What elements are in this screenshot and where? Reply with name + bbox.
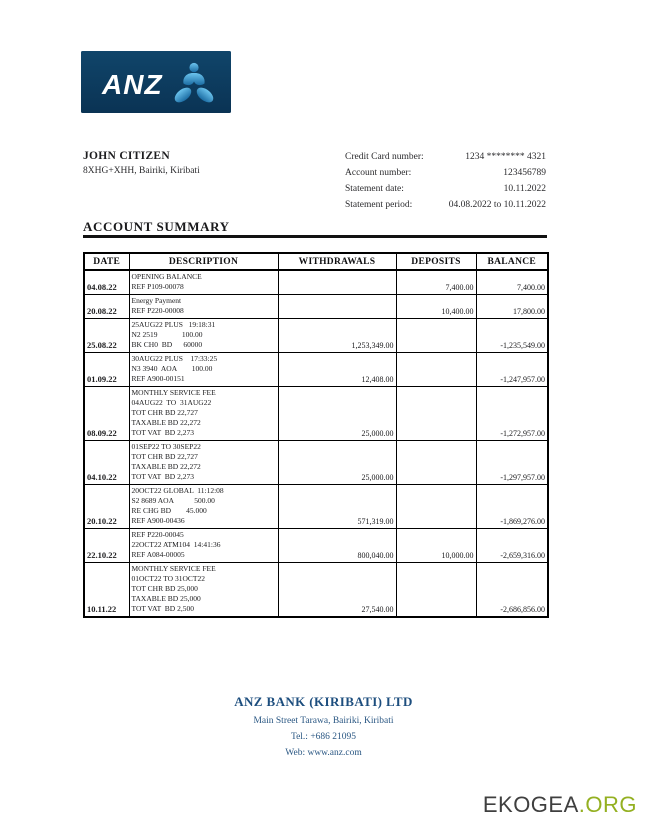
account-number-label: Account number:	[345, 168, 412, 178]
cell-deposits	[396, 353, 476, 387]
description-line: REF A084-00005	[131, 550, 185, 559]
description-line: N3 3940 AOA 100.00	[131, 364, 213, 373]
statement-date-label: Statement date:	[345, 184, 404, 194]
table-row	[84, 563, 548, 618]
header-date: DATE	[84, 253, 129, 270]
description-line: 20OCT22 GLOBAL 11:12:08	[131, 486, 224, 495]
cell-description	[129, 563, 278, 618]
statement-meta	[345, 151, 546, 215]
cell-withdrawals: 25,000.00	[278, 387, 396, 441]
description-line: OPENING BALANCE	[131, 272, 202, 281]
cell-withdrawals: 571,319.00	[278, 485, 396, 529]
description-line: 04AUG22 TO 31AUG22	[131, 398, 212, 407]
description-line: Energy Payment	[131, 296, 182, 305]
cell-date: 20.10.22	[84, 485, 129, 529]
description-line: REF P220-00045	[131, 530, 184, 539]
meta-row-statement-period	[345, 199, 546, 215]
description-line: TOT VAT BD 2,500	[131, 604, 194, 613]
description-line: TOT CHR BD 22,727	[131, 408, 198, 417]
footer-address: Main Street Tarawa, Bairiki, Kiribati	[253, 716, 394, 726]
cell-balance: -1,297,957.00	[476, 441, 548, 485]
description-line: BK CH0 BD 60000	[131, 340, 203, 349]
cell-deposits	[396, 441, 476, 485]
table-row	[84, 529, 548, 563]
footer-bank-name: ANZ BANK (KIRIBATI) LTD	[234, 694, 413, 709]
watermark-name: EKOGEA	[482, 792, 579, 817]
anz-logo	[81, 51, 231, 113]
cell-description	[129, 387, 278, 441]
cell-withdrawals: 800,040.00	[278, 529, 396, 563]
cell-description	[129, 485, 278, 529]
footer	[0, 694, 647, 758]
header-withdrawals: WITHDRAWALS	[278, 253, 396, 270]
description-line: REF P220-00008	[131, 306, 184, 315]
cell-date: 04.10.22	[84, 441, 129, 485]
description-line: MONTHLY SERVICE FEE	[131, 388, 216, 397]
cell-balance: 17,800.00	[476, 295, 548, 319]
cell-withdrawals: 1,253,349.00	[278, 319, 396, 353]
cell-description	[129, 529, 278, 563]
footer-website: Web: www.anz.com	[285, 748, 362, 758]
cell-description	[129, 441, 278, 485]
cell-balance: -2,659,316.00	[476, 529, 548, 563]
description-line: TOT VAT BD 2,273	[131, 472, 194, 481]
cell-date: 08.09.22	[84, 387, 129, 441]
description-line: TOT VAT BD 2,273	[131, 428, 194, 437]
cell-date: 04.08.22	[84, 270, 129, 295]
table-row	[84, 441, 548, 485]
table-row	[84, 319, 548, 353]
meta-row-credit-card	[345, 151, 546, 167]
cell-deposits	[396, 319, 476, 353]
description-line: MONTHLY SERVICE FEE	[131, 564, 216, 573]
account-number-value: 123456789	[503, 168, 546, 178]
watermark	[483, 792, 637, 818]
section-title-rule	[83, 235, 547, 238]
cell-balance: 7,400.00	[476, 270, 548, 295]
cell-balance: -1,869,276.00	[476, 485, 548, 529]
table-header-row	[84, 253, 548, 270]
footer-telephone: Tel.: +686 21095	[290, 732, 357, 742]
customer-name: JOHN CITIZEN	[83, 150, 170, 162]
table-row	[84, 295, 548, 319]
cell-deposits: 10,400.00	[396, 295, 476, 319]
cell-description	[129, 270, 278, 295]
cell-balance: -1,235,549.00	[476, 319, 548, 353]
description-line: 01SEP22 TO 30SEP22	[131, 442, 201, 451]
statement-date-value: 10.11.2022	[503, 184, 546, 194]
header-description: DESCRIPTION	[129, 253, 278, 270]
description-line: 22OCT22 ATM104 14:41:36	[131, 540, 221, 549]
description-line: REF P109-00078	[131, 282, 184, 291]
cell-date: 25.08.22	[84, 319, 129, 353]
cell-withdrawals	[278, 295, 396, 319]
header-deposits: DEPOSITS	[396, 253, 476, 270]
cell-description	[129, 353, 278, 387]
header-balance: BALANCE	[476, 253, 548, 270]
description-line: TOT CHR BD 22,727	[131, 452, 198, 461]
cell-deposits	[396, 485, 476, 529]
cell-date: 01.09.22	[84, 353, 129, 387]
description-line: 25AUG22 PLUS 19:18:31	[131, 320, 216, 329]
cell-description	[129, 295, 278, 319]
cell-date: 20.08.22	[84, 295, 129, 319]
cell-deposits	[396, 563, 476, 618]
anz-logo-graphic	[81, 51, 231, 113]
credit-card-value: 1234 ******** 4321	[465, 152, 546, 162]
table-row	[84, 387, 548, 441]
section-title: ACCOUNT SUMMARY	[83, 219, 230, 234]
cell-withdrawals: 12,408.00	[278, 353, 396, 387]
credit-card-label: Credit Card number:	[345, 152, 424, 162]
cell-deposits: 10,000.00	[396, 529, 476, 563]
description-line: TOT CHR BD 25,000	[131, 584, 198, 593]
description-line: S2 8689 AOA 500.00	[131, 496, 215, 505]
meta-row-statement-date	[345, 183, 546, 199]
cell-withdrawals: 25,000.00	[278, 441, 396, 485]
cell-withdrawals: 27,540.00	[278, 563, 396, 618]
cell-deposits: 7,400.00	[396, 270, 476, 295]
account-summary-table	[83, 252, 549, 618]
cell-deposits	[396, 387, 476, 441]
description-line: REF A900-00436	[131, 516, 185, 525]
cell-description	[129, 319, 278, 353]
cell-balance: -1,247,957.00	[476, 353, 548, 387]
cell-withdrawals	[278, 270, 396, 295]
watermark-tld: .ORG	[578, 792, 637, 817]
description-line: TAXABLE BD 22,272	[131, 462, 201, 471]
table-row	[84, 270, 548, 295]
statement-period-label: Statement period:	[345, 200, 413, 210]
description-line: RE CHG BD 45.000	[131, 506, 207, 515]
description-line: 30AUG22 PLUS 17:33:25	[131, 354, 218, 363]
description-line: N2 2519 100.00	[131, 330, 203, 339]
cell-date: 10.11.22	[84, 563, 129, 618]
description-line: TAXABLE BD 25,000	[131, 594, 201, 603]
cell-balance: -1,272,957.00	[476, 387, 548, 441]
logo-wordmark: ANZ	[102, 69, 163, 100]
description-line: REF A900-00151	[131, 374, 185, 383]
table-row	[84, 485, 548, 529]
account-summary-body	[84, 270, 548, 617]
customer-block	[83, 150, 200, 176]
cell-date: 22.10.22	[84, 529, 129, 563]
meta-row-account-number	[345, 167, 546, 183]
table-row	[84, 353, 548, 387]
cell-balance: -2,686,856.00	[476, 563, 548, 618]
description-line: TAXABLE BD 22,272	[131, 418, 201, 427]
statement-period-value: 04.08.2022 to 10.11.2022	[448, 200, 546, 210]
customer-address: 8XHG+XHH, Bairiki, Kiribati	[83, 166, 200, 176]
description-line: 01OCT22 TO 31OCT22	[131, 574, 205, 583]
